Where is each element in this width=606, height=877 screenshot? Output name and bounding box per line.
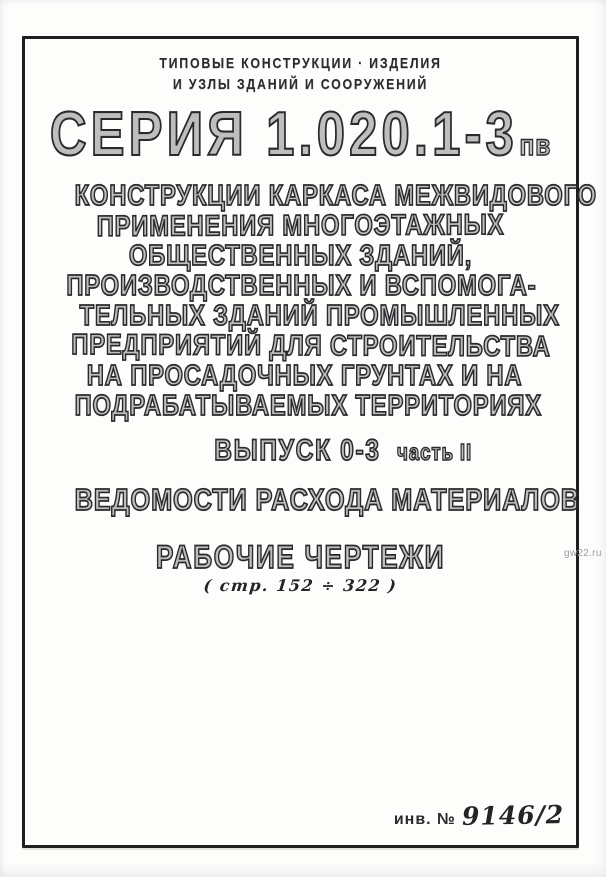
title-line: КОНСТРУКЦИИ КАРКАСА МЕЖВИДОВОГО [74,180,597,212]
header-line-2: И УЗЛЫ ЗДАНИЙ И СООРУЖЕНИЙ [172,76,429,93]
title-line: ПОДРАБАТЫВАЕМЫХ ТЕРРИТОРИЯХ [74,390,542,422]
document-header [75,53,527,95]
title-line: ТЕЛЬНЫХ ЗДАНИЙ ПРОМЫШЛЕННЫХ [79,300,560,332]
series-title [49,100,552,169]
issue-number: ВЫПУСК 0-3 [214,434,381,467]
series-number: СЕРИЯ 1.020.1-3 [49,100,518,169]
header-line-1: ТИПОВЫЕ КОНСТРУКЦИИ · ИЗДЕЛИЯ [159,55,442,72]
handwritten-pages-note: ( стр. 152 ÷ 322 ) [202,576,399,595]
issue-line [75,435,527,467]
title-line: ОБЩЕСТВЕННЫХ ЗДАНИЙ, [128,240,473,272]
document-title [66,180,597,422]
site-watermark: gw22.ru [564,548,602,559]
series-suffix: пв [519,129,552,162]
inventory-number: 9146/2 [461,800,565,831]
title-line: ПРЕДПРИЯТИЙ ДЛЯ СТРОИТЕЛЬСТВА [71,329,551,364]
title-line: ПРОИЗВОДСТВЕННЫХ И ВСПОМОГА- [66,270,537,302]
inventory-number-block [394,801,564,830]
issue-part: часть II [397,439,473,465]
title-line: ПРИМЕНЕНИЯ МНОГОЭТАЖНЫХ [96,209,505,243]
title-line: НА ПРОСАДОЧНЫХ ГРУНТАХ И НА [86,360,523,392]
document-type: РАБОЧИЕ ЧЕРТЕЖИ [155,539,446,575]
inventory-label: инв. № [393,811,456,828]
document-subtitle: ВЕДОМОСТИ РАСХОДА МАТЕРИАЛОВ [74,482,580,517]
